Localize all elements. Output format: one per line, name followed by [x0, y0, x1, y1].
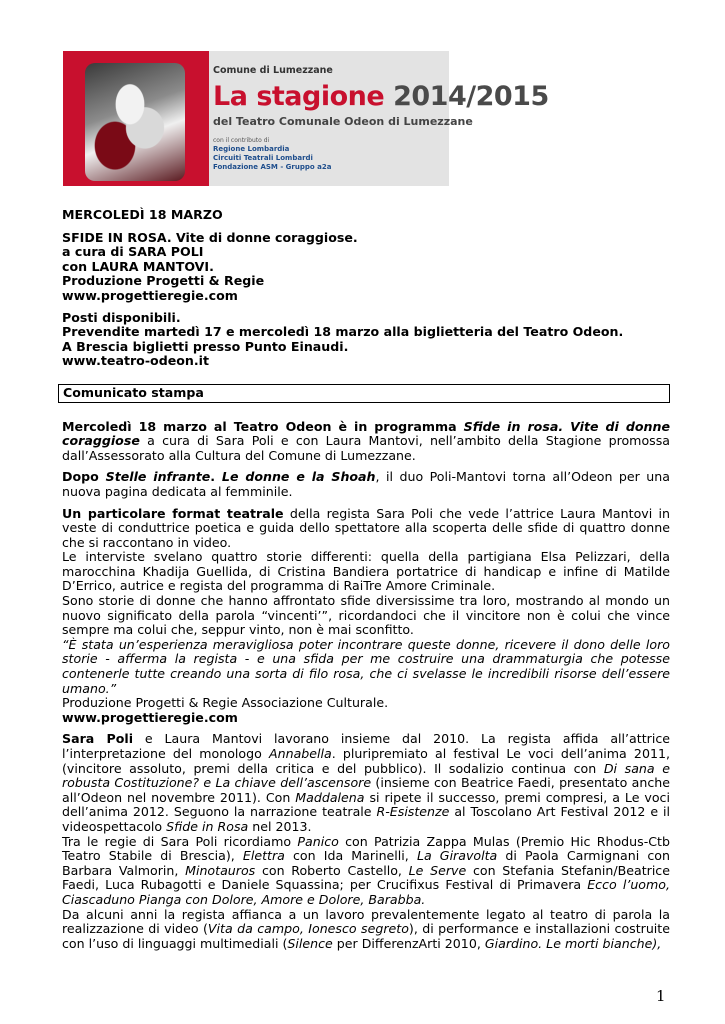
- season-banner: [63, 51, 549, 186]
- paragraph-biography: [62, 732, 670, 834]
- text-run: con Roberto Castello,: [255, 862, 409, 878]
- text-run: Silence: [287, 935, 333, 951]
- text-run: Sfide in rosa. Vite di donne coraggiose: [62, 418, 670, 449]
- text-run: Minotauros: [185, 862, 256, 878]
- text-run: Tra le regie di Sara Poli ricordiamo: [62, 833, 298, 849]
- sponsor-line: Fondazione ASM - Gruppo a2a: [213, 163, 332, 171]
- ticket-line: www.teatro-odeon.it: [62, 353, 209, 369]
- website-link[interactable]: www.progettieregie.com: [62, 709, 238, 725]
- text-run: Maddalena: [295, 789, 365, 805]
- press-release-heading: Comunicato stampa: [58, 384, 670, 403]
- show-line: con LAURA MANTOVI.: [62, 258, 214, 274]
- sponsor-line: Regione Lombardia: [213, 145, 290, 153]
- paragraph-previous-show: [62, 470, 670, 499]
- text-run: con Patrizia Zappa Mulas (Premio Hic Rhodus-Ctb Teatro Stabile di Brescia),: [62, 833, 670, 864]
- text-run: (insieme con Beatrice Faedi, presentato anche all’Odeon nel novembre 2011). Con: [62, 775, 670, 805]
- text-run: nel 2013.: [248, 818, 312, 834]
- text-run: al Toscolano Art Festival 2012 e il videospettacolo: [62, 804, 671, 834]
- show-line: SFIDE IN ROSA. Vite di donne coraggiose.: [62, 229, 358, 245]
- ticket-info: [62, 311, 670, 369]
- text-run: ), di performance e installazioni costruite con l’uso di linguaggi multimediali (: [62, 921, 670, 951]
- text-run: .: [210, 469, 222, 485]
- show-line: www.progettieregie.com: [62, 287, 238, 303]
- text-run: Dopo: [62, 469, 106, 485]
- show-details: [62, 231, 670, 304]
- text-run: La Giravolta: [416, 848, 498, 864]
- text-run: Ecco l’uomo, Ciascaduno Pianga con Dolore, Amore e Dolore, Barabba.: [62, 877, 670, 907]
- document-body: [62, 208, 670, 951]
- text-run: Di sana e robusta Costituzione? e La chiave dell’ascensore: [62, 760, 670, 791]
- banner-contrib: con il contributo di: [213, 137, 270, 144]
- text-run: Sara Poli: [62, 731, 134, 747]
- banner-text: [213, 51, 549, 186]
- banner-title-main: La stagione: [213, 81, 394, 112]
- text-run: con Stefania Stefanin/Beatrice Faedi, Luca Rubagotti e Daniele Squassina; per Crucifixus Festival di Primavera: [62, 862, 670, 893]
- text-run: Giardino. Le morti bianche),: [484, 935, 662, 951]
- text-run: Annabella: [268, 746, 332, 761]
- banner-artwork: [63, 51, 209, 186]
- text-run: Vita da campo, Ionesco segreto: [207, 921, 409, 937]
- show-line: Produzione Progetti & Regie: [62, 273, 265, 289]
- text-run: . pluripremiato al festival Le voci dell’anima 2011, (vincitore assoluto, premi della critica e del pubblico). Il sodalizio continua con: [62, 746, 670, 776]
- paragraph-format: [62, 507, 670, 726]
- show-line: a cura di SARA POLI: [62, 244, 204, 260]
- masked-figure-image: [85, 63, 185, 181]
- banner-title-year: 2014/2015: [393, 81, 549, 112]
- text-run: a cura di Sara Poli e con Laura Mantovi, nell’ambito della Stagione promossa dall’Assessorato alla Cultura del Comune di Lumezzane.: [62, 433, 670, 463]
- banner-sponsors: [213, 145, 331, 172]
- page-number: 1: [656, 987, 666, 1005]
- text-run: della regista Sara Poli che vede l’attrice Laura Mantovi in veste di conduttrice poetica e guida dello spettatore alla scoperta delle sfide di quattro donne che si raccontano in video.: [62, 505, 670, 550]
- banner-title: [213, 81, 549, 112]
- ticket-line: A Brescia biglietti presso Punto Einaudi.: [62, 338, 349, 354]
- paragraph-intro: [62, 420, 670, 464]
- paragraph-multimedia: [62, 908, 670, 952]
- text-run: Le donne e la Shoah: [221, 469, 376, 485]
- banner-subtitle: del Teatro Comunale Odeon di Lumezzane: [213, 115, 473, 128]
- text-run: , il duo Poli-Mantovi torna all’Odeon per una nuova pagina dedicata al femminile.: [62, 469, 670, 499]
- text-run: Elettra: [242, 848, 285, 864]
- text-run: per DifferenzArti 2010,: [332, 935, 485, 951]
- text-run: Produzione Progetti & Regie Associazione Culturale.: [62, 695, 389, 711]
- banner-comune: Comune di Lumezzane: [213, 65, 333, 76]
- director-quote: “È stata un’esperienza meravigliosa poter incontrare queste donne, ricevere il dono delle loro storie - afferma la regista - e una sfida per me costruire una drammaturgia che potesse contenerle tutte creando una sorta di filo rosa, che ci svelasse le incredibili risorse dell’essere umano.”: [62, 636, 670, 696]
- ticket-line: Prevendite martedì 17 e mercoledì 18 marzo alla biglietteria del Teatro Odeon.: [62, 324, 624, 340]
- ticket-line: Posti disponibili.: [62, 309, 181, 325]
- sponsor-line: Circuiti Teatrali Lombardi: [213, 154, 313, 162]
- text-run: Un particolare format teatrale: [62, 505, 284, 521]
- text-run: Le Serve: [408, 862, 467, 878]
- text-run: si ripete il successo, premi compresi, a Le voci dell’anima 2012. Seguono la narrazione teatrale: [62, 789, 670, 820]
- text-run: Stelle infrante: [105, 469, 211, 485]
- text-run: con Ida Marinelli,: [284, 848, 417, 864]
- text-run: Sfide in Rosa: [166, 818, 249, 834]
- text-run: e Laura Mantovi lavorano insieme dal 2010. La regista affida all’attrice l’interpretazione del monologo: [62, 731, 670, 761]
- text-run: R-Esistenze: [376, 804, 450, 820]
- paragraph-directions: [62, 835, 670, 908]
- text-run: Sono storie di donne che hanno affrontato sfide diversissime tra loro, mostrando al mondo un nuovo significato della parola “vincenti’”, ricordandoci che il vincitore non è colui che vince sempre ma colui che, seppur vinto, non è mai sconfitto.: [62, 593, 670, 638]
- event-date: MERCOLEDÌ 18 MARZO: [62, 207, 223, 222]
- text-run: Le interviste svelano quattro storie differenti: quella della partigiana Elsa Pelizzari, della marocchina Khadija Guellida, di Cristina Bandiera portatrice di handicap e infine di Matilde D’Errico, autrice e regista del programma di RaiTre Amore Criminale.: [62, 549, 670, 594]
- text-run: di Paola Carmignani con Barbara Valmorin,: [62, 848, 670, 878]
- text-run: Da alcuni anni la regista affianca a un lavoro prevalentemente legato al teatro di parola la realizzazione di video (: [62, 906, 670, 937]
- text-run: Panico: [297, 833, 339, 849]
- text-run: Mercoledì 18 marzo al Teatro Odeon è in programma: [62, 418, 464, 434]
